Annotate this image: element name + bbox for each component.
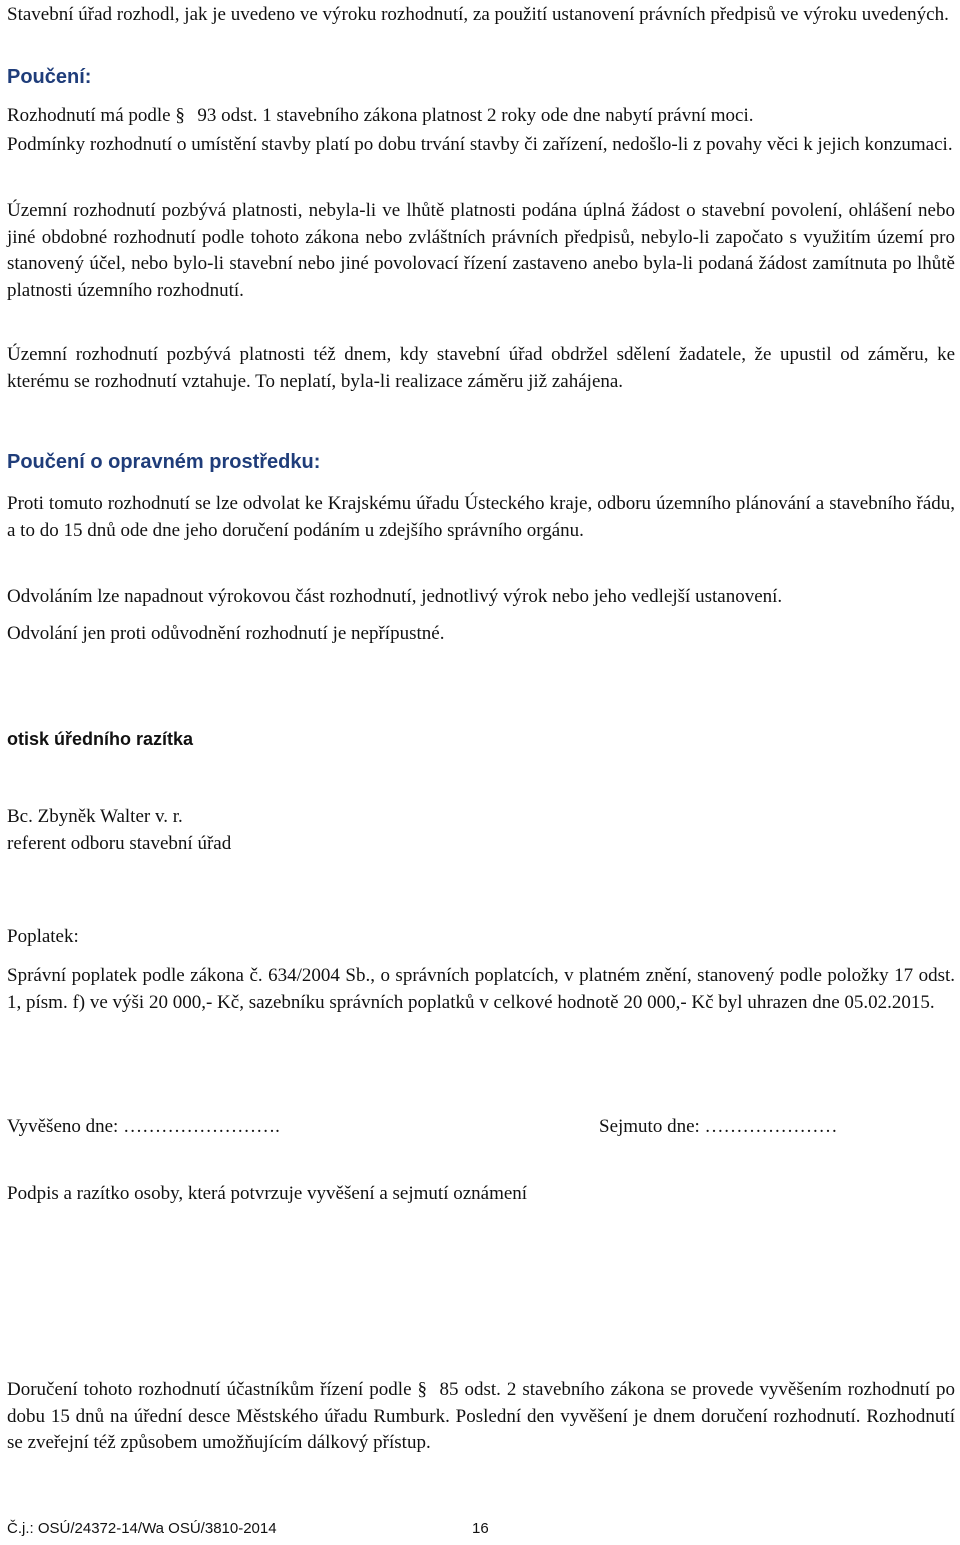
- delivery-text-end: 85 odst. 2 stavebního zákona se provede vyvěšením rozhodnutí po dobu 15 dnů na úřední desce Městského úřadu Rumburk. Poslední den vyvěšení je dnem doručení rozhodnutí. Rozhodnutí se zveřejní též způsobem umožňujícím dálkový přístup.: [7, 1379, 955, 1453]
- validity-text-end: 93 odst. 1 stavebního zákona platnost 2 roky ode dne nabytí právní moci.: [197, 105, 754, 126]
- withdrawal-paragraph: Územní rozhodnutí pozbývá platnosti též dnem, kdy stavební úřad obdržel sdělení žadatele, že upustil od záměru, ke kterému se rozhodnutí vztahuje. To neplatí, byla-li realizace záměru již zahájena.: [7, 344, 955, 392]
- posting-signature-note: Podpis a razítko osoby, která potvrzuje vyvěšení a sejmutí oznámení: [7, 1183, 528, 1204]
- validity-text-start: Rozhodnutí má podle: [7, 105, 171, 126]
- official-stamp-note: otisk úředního razítka: [7, 729, 194, 749]
- signatory-name: Bc. Zbyněk Walter v. r.: [7, 806, 183, 827]
- fee-label: Poplatek:: [7, 926, 79, 947]
- posted-date-field: Vyvěšeno dne: …………………….: [7, 1116, 280, 1137]
- section-sign: §: [175, 105, 185, 126]
- expiry-paragraph: Územní rozhodnutí pozbývá platnosti, nebyla-li ve lhůtě platnosti podána úplná žádost o stavební povolení, ohlášení nebo jiné obdobné rozhodnutí podle tohoto zákona nebo zvláštních právních předpisů, nebylo-li započato s využitím území pro stanovený účel, nebo bylo-li stavební nebo jiné povolovací řízení zastaveno anebo byla-li podaná žádost zamítnuta po lhůtě platnosti územního rozhodnutí.: [7, 200, 955, 301]
- page-number: 16: [472, 1520, 489, 1537]
- signatory-role: referent odboru stavební úřad: [7, 833, 232, 854]
- pouceni-heading: Poučení:: [7, 66, 92, 88]
- appeal-heading: Poučení o opravném prostředku:: [7, 451, 321, 473]
- conditions-paragraph: Podmínky rozhodnutí o umístění stavby platí po dobu trvání stavby či zařízení, nedošlo-li z povahy věci k jejich konzumaci.: [7, 134, 953, 155]
- section-sign: §: [417, 1379, 427, 1400]
- fee-paragraph: Správní poplatek podle zákona č. 634/2004 Sb., o správních poplatcích, v platném znění, stanovený podle položky 17 odst. 1, písm. f) ve výši 20 000,- Kč, sazebníku správních poplatků v celkové hodnotě 20 000,- Kč byl uhrazen dne 05.02.2015.: [7, 965, 955, 1013]
- intro-paragraph: Stavební úřad rozhodl, jak je uvedeno ve výroku rozhodnutí, za použití ustanovení právních předpisů ve výroku uvedených.: [7, 4, 949, 25]
- reference-number: Č.j.: OSÚ/24372-14/Wa OSÚ/3810-2014: [7, 1520, 277, 1537]
- appeal-scope-paragraph: Odvoláním lze napadnout výrokovou část rozhodnutí, jednotlivý výrok nebo jeho vedlejší ustanovení.: [7, 586, 783, 607]
- appeal-justification-paragraph: Odvolání jen proti odůvodnění rozhodnutí je nepřípustné.: [7, 623, 445, 644]
- delivery-text-start: Doručení tohoto rozhodnutí účastníkům řízení podle: [7, 1379, 412, 1400]
- validity-paragraph: [7, 103, 955, 130]
- removed-date-field: Sejmuto dne: …………………: [599, 1116, 838, 1137]
- delivery-paragraph: [7, 1377, 955, 1457]
- appeal-paragraph: Proti tomuto rozhodnutí se lze odvolat ke Krajskému úřadu Ústeckého kraje, odboru územního plánování a stavebního řádu, a to do 15 dnů ode dne jeho doručení podáním u zdejšího správního orgánu.: [7, 493, 955, 541]
